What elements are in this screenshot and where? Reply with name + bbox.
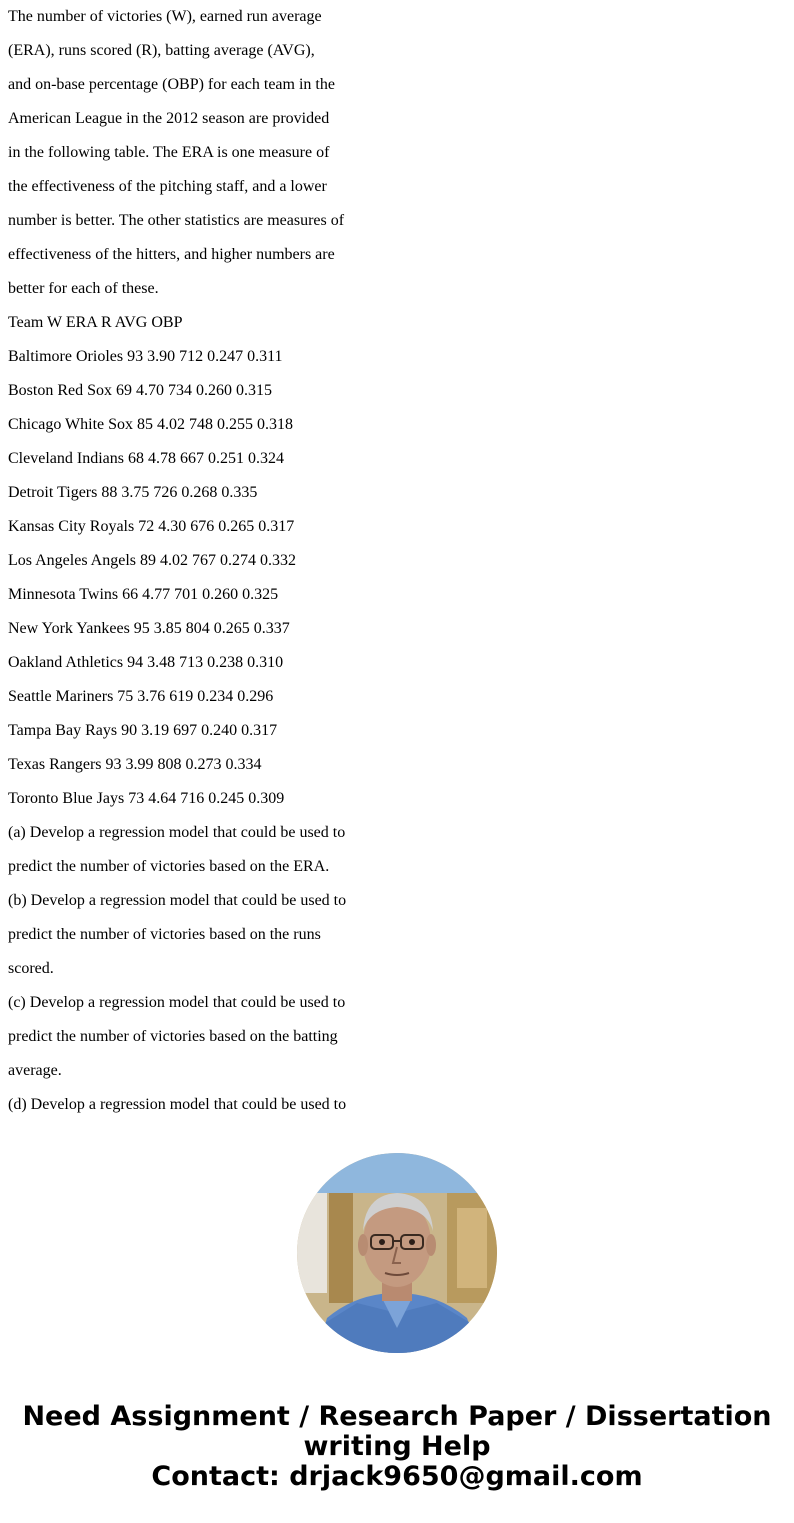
text-line: predict the number of victories based on the batting (8, 1028, 338, 1045)
table-row: Baltimore Orioles 93 3.90 712 0.247 0.311 (8, 348, 283, 365)
table-row: Los Angeles Angels 89 4.02 767 0.274 0.332 (8, 552, 296, 569)
table-row: Oakland Athletics 94 3.48 713 0.238 0.310 (8, 654, 284, 671)
table-row: Chicago White Sox 85 4.02 748 0.255 0.318 (8, 416, 294, 433)
text-line: (c) Develop a regression model that could be used to (8, 994, 346, 1011)
text-line: predict the number of victories based on the ERA. (8, 858, 330, 875)
table-row: Detroit Tigers 88 3.75 726 0.268 0.335 (8, 484, 258, 501)
text-line: and on-base percentage (OBP) for each team in the (8, 76, 335, 93)
text-line: number is better. The other statistics are measures of (8, 212, 345, 229)
text-line: better for each of these. (8, 280, 159, 297)
person-photo-icon (297, 1153, 497, 1353)
text-line: effectiveness of the hitters, and higher numbers are (8, 246, 335, 263)
text-line: scored. (8, 960, 54, 977)
table-row: New York Yankees 95 3.85 804 0.265 0.337 (8, 620, 290, 637)
promo-footer (0, 1402, 794, 1492)
avatar (297, 1153, 497, 1353)
table-row: Texas Rangers 93 3.99 808 0.273 0.334 (8, 756, 262, 773)
promo-line: writing Help (303, 1431, 491, 1462)
text-line: in the following table. The ERA is one measure of (8, 144, 330, 161)
problem-text (8, 0, 388, 1122)
text-line: The number of victories (W), earned run average (8, 8, 322, 25)
text-line: predict the number of victories based on the runs (8, 926, 321, 943)
promo-line: Need Assignment / Research Paper / Dissertation (22, 1401, 772, 1432)
table-header-line: Team W ERA R AVG OBP (8, 314, 183, 331)
text-line: average. (8, 1062, 62, 1079)
text-line: (d) Develop a regression model that could be used to (8, 1096, 347, 1113)
table-row: Minnesota Twins 66 4.77 701 0.260 0.325 (8, 586, 279, 603)
table-row: Tampa Bay Rays 90 3.19 697 0.240 0.317 (8, 722, 278, 739)
text-line: (a) Develop a regression model that could be used to (8, 824, 346, 841)
text-line: (b) Develop a regression model that could be used to (8, 892, 347, 909)
text-line: American League in the 2012 season are provided (8, 110, 330, 127)
text-line: the effectiveness of the pitching staff, and a lower (8, 178, 327, 195)
table-row: Boston Red Sox 69 4.70 734 0.260 0.315 (8, 382, 273, 399)
text-line: (ERA), runs scored (R), batting average (AVG), (8, 42, 315, 59)
contact-line: Contact: drjack9650@gmail.com (151, 1461, 643, 1492)
table-row: Cleveland Indians 68 4.78 667 0.251 0.324 (8, 450, 284, 467)
table-row: Kansas City Royals 72 4.30 676 0.265 0.317 (8, 518, 295, 535)
table-row: Toronto Blue Jays 73 4.64 716 0.245 0.309 (8, 790, 285, 807)
table-row: Seattle Mariners 75 3.76 619 0.234 0.296 (8, 688, 274, 705)
